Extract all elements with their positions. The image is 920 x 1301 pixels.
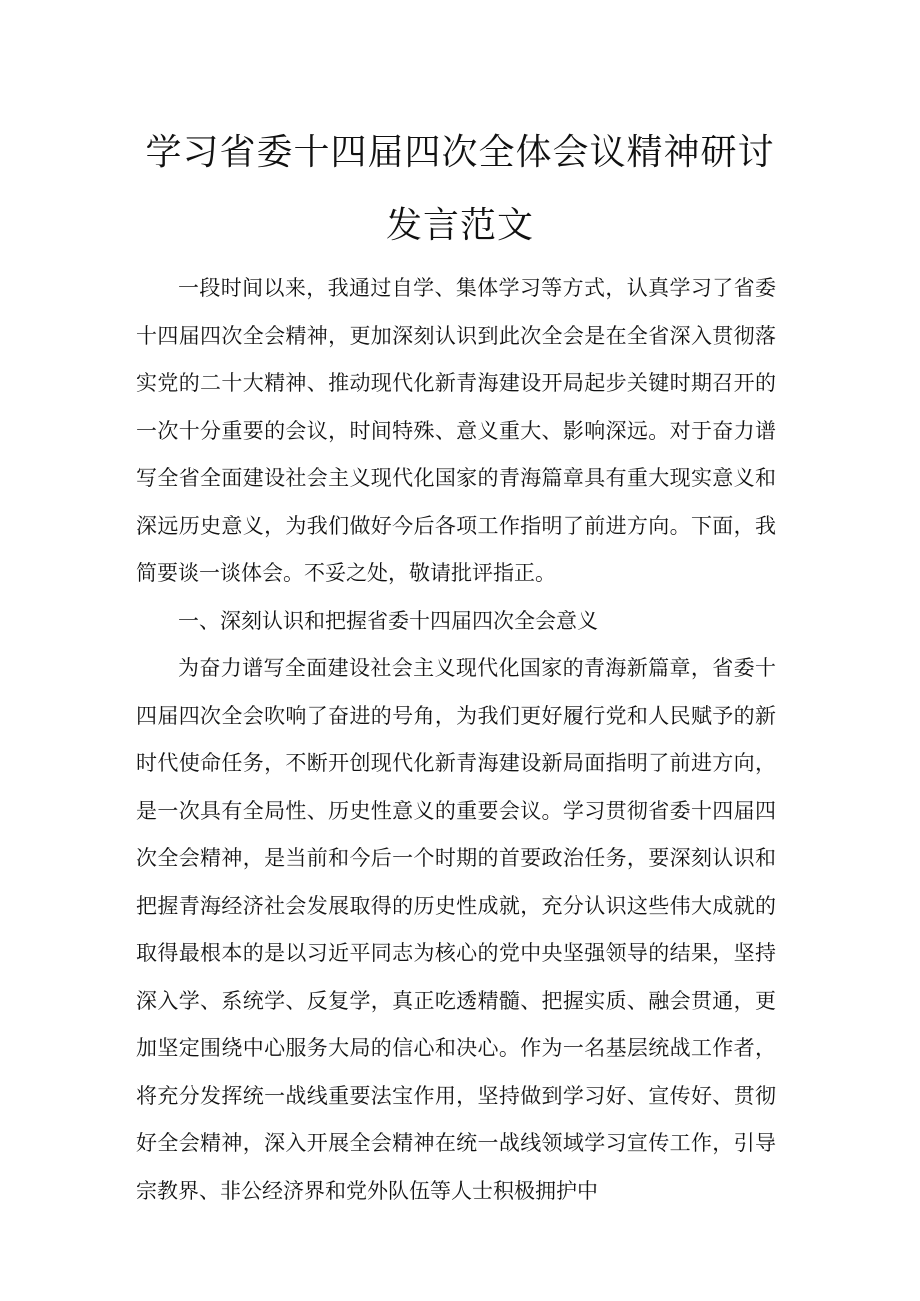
- paragraph-section-1: 为奋力谱写全面建设社会主义现代化国家的青海新篇章，省委十四届四次全会吹响了奋进的号角，为我们更好履行党和人民赋予的新时代使命任务，不断开创现代化新青海建设新局面指明了前进方向，是一次具有全局性、历史性意义的重要会议。学习贯彻省委十四届四次全会精神，是当前和今后一个时期的首要政治任务，要深刻认识和把握青海经济社会发展取得的历史性成就，充分认识这些伟大成就的取得最根本的是以习近平同志为核心的党中央坚强领导的结果，坚持深入学、系统学、反复学，真正吃透精髓、把握实质、融会贯通，更加坚定围绕中心服务大局的信心和决心。作为一名基层统战工作者，将充分发挥统一战线重要法宝作用，坚持做到学习好、宣传好、贯彻好全会精神，深入开展全会精神在统一战线领域学习宣传工作，引导宗教界、非公经济界和党外队伍等人士积极拥护中: [136, 656, 776, 1203]
- section-heading-1: 一、深刻认识和把握省委十四届四次全会意义: [178, 608, 598, 633]
- paragraph-intro: 一段时间以来，我通过自学、集体学习等方式，认真学习了省委十四届四次全会精神，更加深刻认识到此次全会是在全省深入贯彻落实党的二十大精神、推动现代化新青海建设开局起步关键时期召开的一次十分重要的会议，时间特殊、意义重大、影响深远。对于奋力谱写全省全面建设社会主义现代化国家的青海篇章具有重大现实意义和深远历史意义，为我们做好今后各项工作指明了前进方向。下面，我简要谈一谈体会。不妥之处，敬请批评指正。: [136, 276, 776, 585]
- document-title-line-2: 发言范文: [385, 205, 534, 246]
- document-body: [136, 265, 776, 1215]
- document-title-line-1: 学习省委十四届四次全体会议精神研讨: [145, 132, 775, 173]
